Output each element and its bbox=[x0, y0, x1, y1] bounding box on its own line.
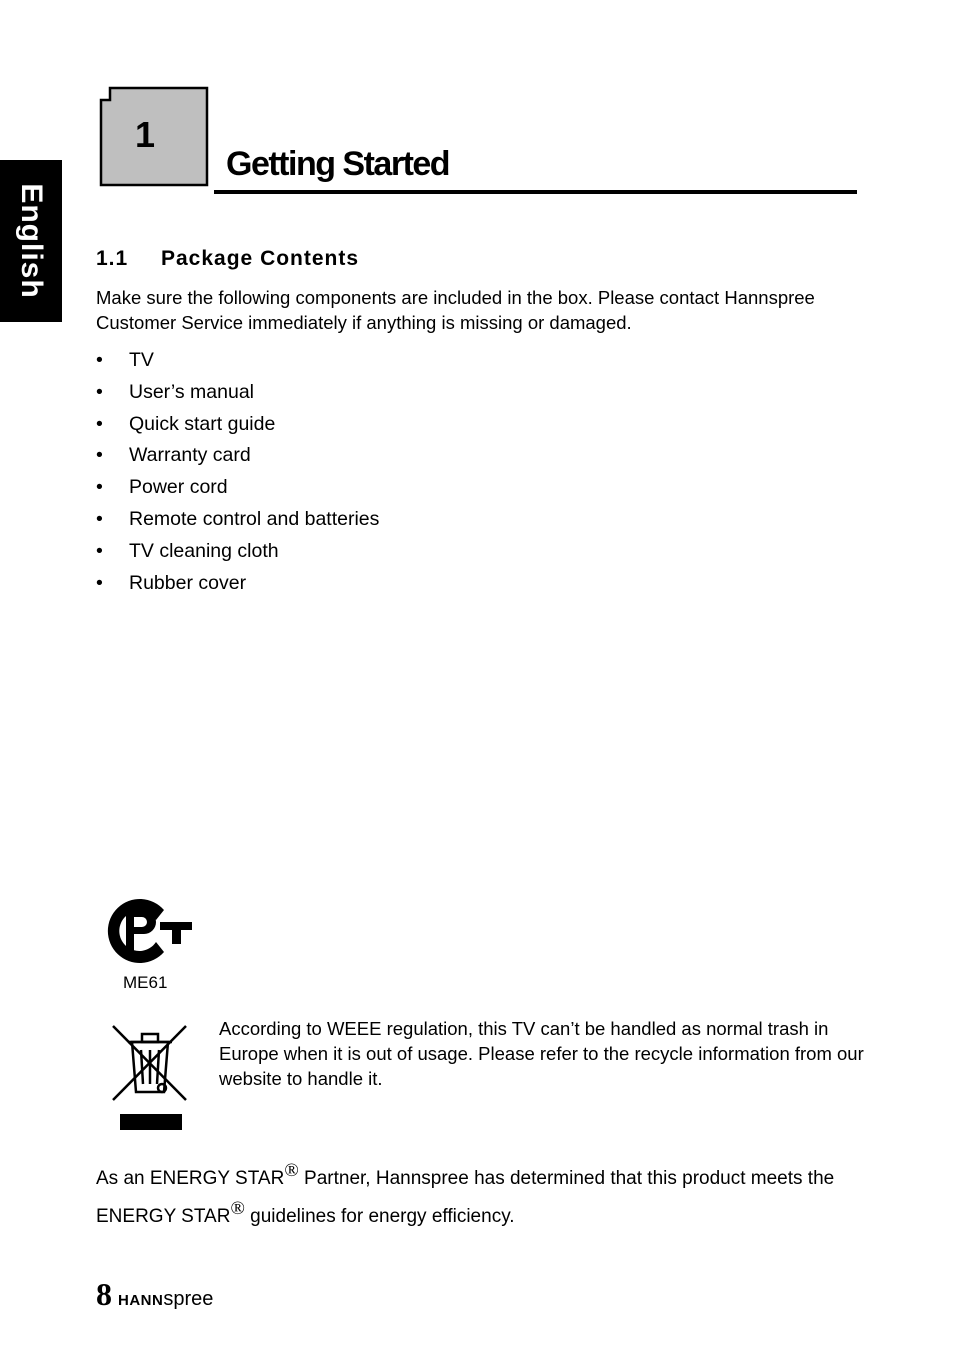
energy-star-statement: As an ENERGY STAR® Partner, Hannspree has determined that this product meets the ENERGY STAR® guidelines for energy efficiency. bbox=[96, 1160, 835, 1227]
list-item: • TV cleaning cloth bbox=[96, 539, 279, 562]
bullet-icon: • bbox=[96, 349, 103, 371]
list-item: • Quick start guide bbox=[96, 412, 276, 435]
bullet-icon: • bbox=[96, 571, 103, 594]
section-title: Package Contents bbox=[161, 247, 360, 270]
bullet-icon: • bbox=[96, 476, 103, 499]
bullet-icon: • bbox=[96, 507, 103, 530]
list-item: • Remote control and batteries bbox=[96, 507, 380, 530]
chapter-number: 1 bbox=[134, 114, 156, 155]
list-item: • Rubber cover bbox=[96, 571, 247, 594]
section-intro: Make sure the following components are included in the box. Please contact Hannspree Customer Service immediately if anything is missing or damaged. bbox=[96, 287, 815, 333]
section-number: 1.1 bbox=[96, 247, 129, 270]
chapter-title: Getting Started bbox=[226, 145, 450, 183]
page-number: 8 bbox=[96, 1276, 112, 1312]
language-tab bbox=[0, 160, 62, 322]
list-item: • User’s manual bbox=[96, 380, 254, 403]
certification-code: ME61 bbox=[123, 973, 168, 992]
brand-logo: HANNspree bbox=[118, 1288, 214, 1310]
crossed-out-wheelie-bin-icon bbox=[110, 1022, 190, 1139]
pct-certification-logo bbox=[104, 896, 196, 973]
bullet-icon: • bbox=[96, 380, 103, 403]
chapter-number-box bbox=[98, 86, 209, 187]
language-tab-label: English bbox=[15, 183, 48, 299]
list-item: • Warranty card bbox=[96, 444, 251, 467]
weee-notice: According to WEEE regulation, this TV can’t be handled as normal trash in Europe when it is out of usage. Please refer to the recycle information from our website to handle it. bbox=[219, 1018, 864, 1089]
registered-mark: ® bbox=[230, 1198, 245, 1219]
bullet-icon: • bbox=[96, 539, 103, 562]
registered-mark: ® bbox=[284, 1160, 299, 1181]
list-item: • TV bbox=[96, 349, 154, 371]
title-underline bbox=[214, 190, 857, 194]
list-item: • Power cord bbox=[96, 476, 228, 499]
bullet-icon: • bbox=[96, 444, 103, 467]
section-heading bbox=[96, 247, 359, 271]
package-contents-list bbox=[96, 347, 379, 601]
page-footer bbox=[96, 1276, 213, 1313]
bullet-icon: • bbox=[96, 412, 103, 435]
